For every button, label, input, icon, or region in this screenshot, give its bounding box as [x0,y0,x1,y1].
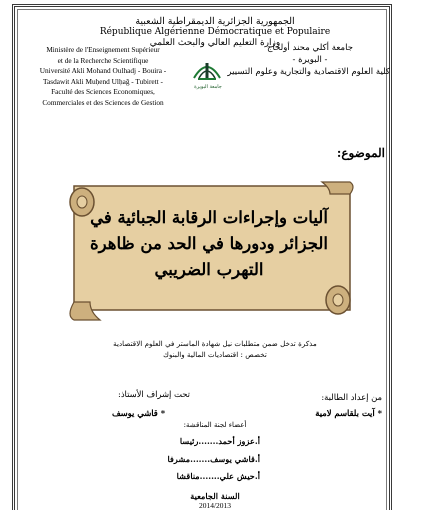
jury-member: أ.حيش علي.......مناقشا [176,471,260,481]
supervision-label: تحت إشراف الأستاذ: [118,389,191,399]
institution-fr-line: Tasdawit Akli Muḥend Ulḥağ - Tubirett - [43,76,163,86]
republic-arabic: الجمهورية الجزائرية الديمقراطية الشعبية [135,16,295,27]
academic-year-label: السنة الجامعية [190,491,240,501]
thesis-title-line: التهرب الضريبي [154,260,264,279]
prepared-by-label: من إعداد الطالبة: [321,392,382,402]
jury-member: أ.عزوز أحمد.......رئيسا [179,436,260,446]
thesis-title-line: الجزائر ودورها في الحد من ظاهرة [90,234,328,253]
institution-arabic-block [227,42,390,78]
memo-statement [0,338,430,360]
institution-ar-line: كلية العلوم الاقتصادية والتجارية وعلوم التسيير [227,67,390,77]
institution-french-block [18,45,188,108]
jury-member: أ.قاشي يوسف.......مشرفا [167,453,260,464]
institution-ar-line: جامعة أكلي محند أولحاج [266,43,354,53]
thesis-title [78,205,340,283]
institution-ar-line: - البويرة - [292,55,328,65]
institution-fr-line: Ministère de l'Enseignement Supérieur [46,45,160,54]
subject-label: الموضوع: [336,146,385,160]
institution-fr-line: Commerciales et des Sciences de Gestion [42,97,164,107]
institution-fr-line: Faculté des Sciences Economiques, [51,87,155,96]
jury-heading: أعضاء لجنة المناقشة: [183,421,247,429]
institution-fr-line: Université Akli Mohand Oulhadj - Bouira - [39,66,167,75]
thesis-title-line: آليات وإجراءات الرقابة الجبائية في [90,208,328,227]
republic-french: République Algérienne Démocratique et Populaire [99,27,331,37]
academic-year-value: 2014/2013 [198,501,232,510]
memo-line: مذكرة تدخل ضمن متطلبات نيل شهادة الماستر في العلوم الاقتصادية [113,339,317,348]
memo-specialty: تخصص : اقتصاديات المالية والبنوك [163,350,267,359]
logo-caption: جامعة البويرة [194,84,222,90]
university-logo [190,54,224,82]
student-name: * آيت بلقاسم لامية [315,408,382,418]
supervisor-name: * قاشي يوسف [112,408,166,418]
institution-fr-line: et de la Recherche Scientifique [57,55,149,65]
jury-list [150,433,260,486]
ministry-arabic: وزارة التعليم العالي والبحث العلمي [149,38,281,48]
